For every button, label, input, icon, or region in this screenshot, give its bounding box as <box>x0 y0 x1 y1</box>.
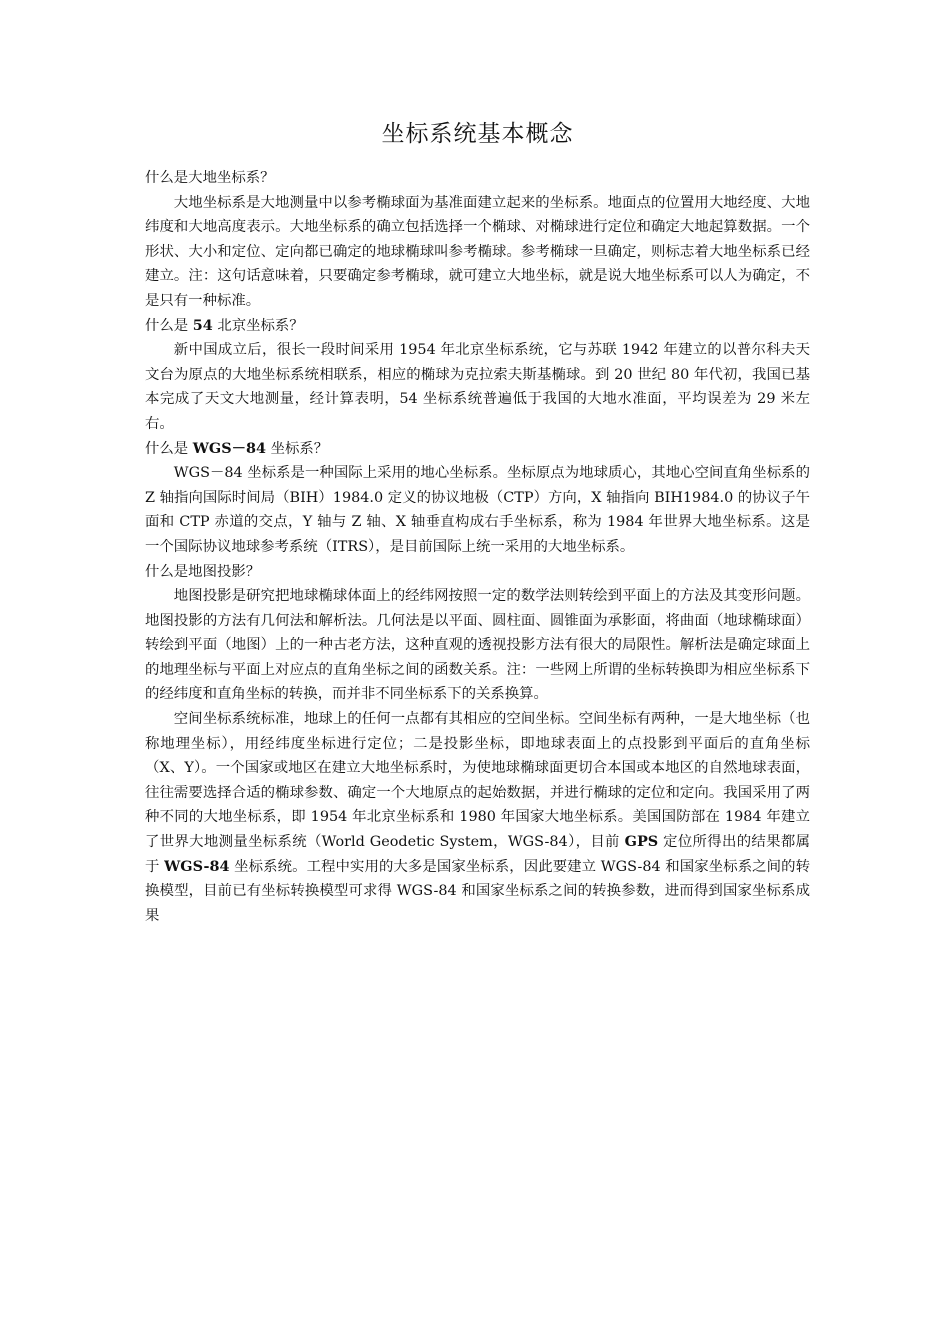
final-paragraph-text: 定位所得出的结果都属于 <box>145 834 810 875</box>
heading-text: 什么是地图投影？ <box>145 563 261 580</box>
final-paragraph <box>145 707 810 928</box>
heading-text: 什么是大地坐标系？ <box>145 170 275 186</box>
final-paragraph-bold-wgs84: WGS-84 <box>164 857 230 875</box>
final-paragraph-text: 空间坐标系统标准，地球上的任何一点都有其相应的空间坐标。空间坐标有两种，一是大地坐标（也称地理坐标），用经纬度坐标进行定位；二是投影坐标，即地球表面上的点投影到平面后的直角坐标（X、Y）。一个国家或地区在建立大地坐标系时，为使地球椭球面更切合本国或本地区的自然地球表面，往往需要选择合适的椭球参数、确定一个大地原点的起始数据，并进行椭球的定位和定向。我国采用了两种不同的大地坐标系，即 1954 年北京坐标系和 1980 年国家大地坐标系。美国国防部在 1984 年建立了世界大地测量坐标系统（World Geodetic System，WGS-84），目前 <box>145 711 810 851</box>
heading-bold-text: 54 <box>192 316 213 334</box>
heading-text: 坐标系？ <box>266 440 329 457</box>
section-paragraph-geodetic: 大地坐标系是大地测量中以参考椭球面为基准面建立起来的坐标系。地面点的位置用大地经度、大地纬度和大地高度表示。大地坐标系的确立包括选择一个椭球、对椭球进行定位和确定大地起算数据。一个形状、大小和定位、定向都已确定的地球椭球叫参考椭球。参考椭球一旦确定，则标志着大地坐标系已经建立。注：这句话意味着，只要确定参考椭球，就可建立大地坐标，就是说大地坐标系可以人为确定，不是只有一种标准。 <box>145 194 810 309</box>
final-paragraph-text: 坐标系统。工程中实用的大多是国家坐标系，因此要建立 WGS-84 和国家坐标系之间的转换模型，目前已有坐标转换模型可求得 WGS-84 和国家坐标系之间的转换参数，进而得到国家坐标系成果 <box>145 858 810 924</box>
section-paragraph-projection: 地图投影是研究把地球椭球体面上的经纬网按照一定的数学法则转绘到平面上的方法及其变形问题。地图投影的方法有几何法和解析法。几何法是以平面、圆柱面、圆锥面为承影面，将曲面（地球椭球面）转绘到平面（地图）上的一种古老方法，这种直观的透视投影方法有很大的局限性。解析法是确定球面上的地理坐标与平面上对应点的直角坐标之间的函数关系。注：一些网上所谓的坐标转换即为相应坐标系下的经纬度和直角坐标的转换，而并非不同坐标系下的关系换算。 <box>145 588 810 703</box>
section-heading-projection <box>145 560 810 585</box>
heading-text: 北京坐标系？ <box>212 317 304 334</box>
section-heading-beijing54 <box>145 314 810 339</box>
section-paragraph-beijing54: 新中国成立后，很长一段时间采用 1954 年北京坐标系统，它与苏联 1942 年建立的以普尔科夫天文台为原点的大地坐标系统相联系，相应的椭球为克拉索夫斯基椭球。到 20 世纪 80 年代初，我国已基本完成了天文大地测量，经计算表明，54 坐标系统普遍低于我国的大地水准面，平均误差为 29 米左右。 <box>145 342 810 432</box>
document-page <box>145 112 810 928</box>
document-body <box>145 166 810 928</box>
heading-text: 什么是 <box>145 440 193 457</box>
heading-text: 什么是 <box>145 317 193 334</box>
section-paragraph-wgs84: WGS－84 坐标系是一种国际上采用的地心坐标系。坐标原点为地球质心，其地心空间直角坐标系的 Z 轴指向国际时间局（BIH）1984.0 定义的协议地极（CTP）方向，X 轴指向 BIH1984.0 的协议子午面和 CTP 赤道的交点，Y 轴与 Z 轴、X 轴垂直构成右手坐标系，称为 1984 年世界大地坐标系。这是一个国际协议地球参考系统（ITRS），是目前国际上统一采用的大地坐标系。 <box>145 465 810 555</box>
heading-bold-text: WGS－84 <box>192 439 267 457</box>
section-heading-geodetic <box>145 166 810 191</box>
document-title: 坐标系统基本概念 <box>381 121 574 147</box>
section-heading-wgs84 <box>145 437 810 462</box>
final-paragraph-bold-gps: GPS <box>624 833 659 851</box>
